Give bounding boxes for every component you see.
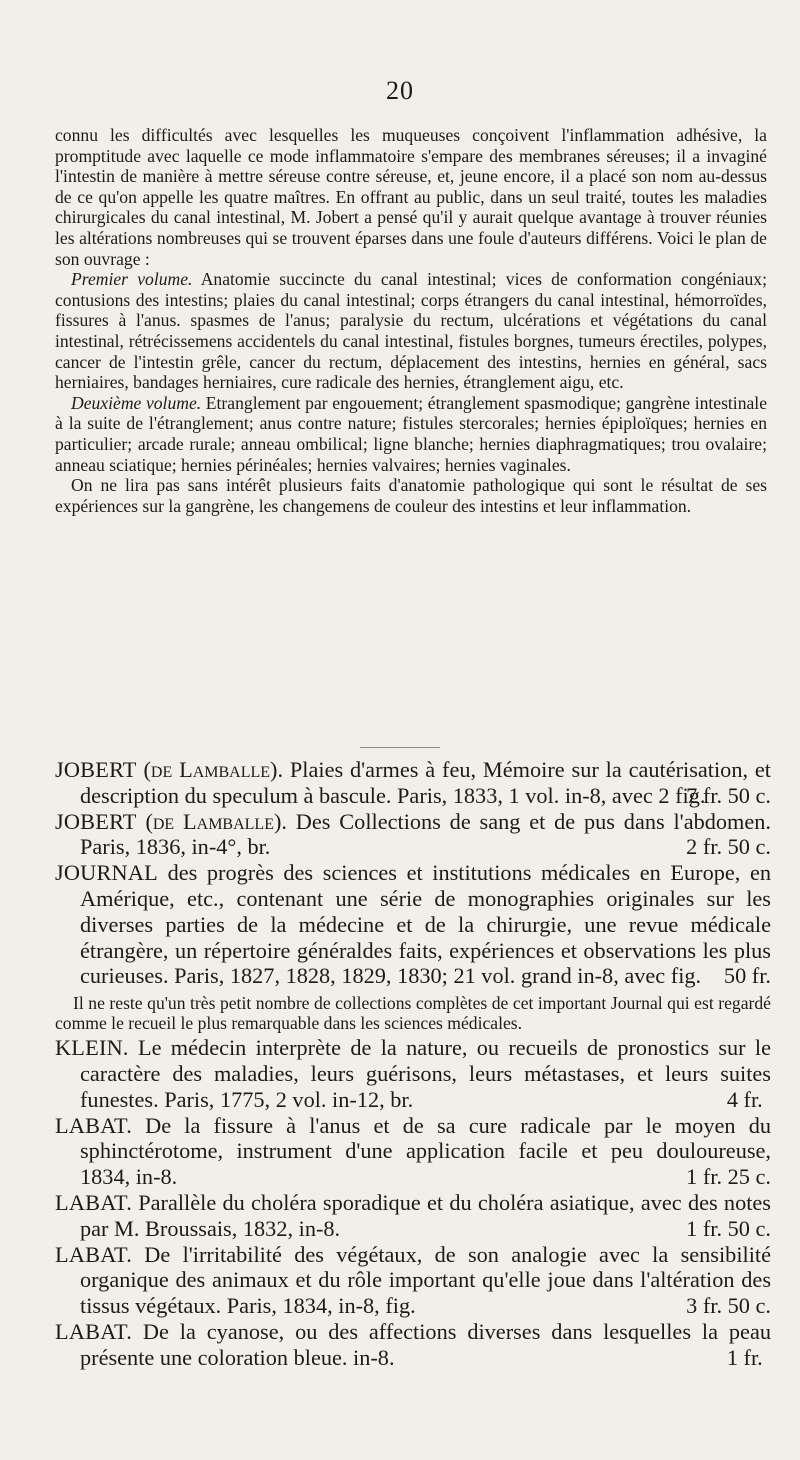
volume-one-paragraph [55,269,767,393]
intro-text [55,125,767,516]
catalog-entry [55,757,771,809]
catalog-list [55,757,771,1371]
entry-author: LABAT. [55,1241,132,1267]
entry-price: 4 fr. [726,1086,763,1112]
entry-author: KLEIN. [55,1035,129,1061]
entry-text: des progrès des sciences et institutions médicales en Europe, en Amérique, etc., contenant une série de monographies originales sur les diverses parties de la médecine et de la chirurgie, une revue médicale étrangère, un répertoire généraldes faits, expériences et observations les plus curieuses. Paris, 1827, 1828, 1829, 1830; 21 vol. grand in-8, avec fig. [80,860,771,989]
entry-text: De la fissure à l'anus et de sa cure radicale par le moyen du sphinctérotome, instrument d'une application facile et peu douloureuse, 1834, in-8. [80,1112,771,1190]
catalog-entry [55,860,771,989]
intro-paragraph: connu les difficultés avec lesquelles les muqueuses conçoivent l'inflammation adhésive, la promptitude avec laquelle ce mode inflammatoire s'empare des membranes séreuses; il a invaginé l'intestin de manière à mettre séreuse contre séreuse, et, jeune encore, il a placé son nom au-dessus de ce qu'on appelle les quatre maîtres. En offrant au public, dans un seul traité, toutes les maladies chirurgicales du canal intestinal, M. Jobert a pensé qu'il y aurait quelque avantage à trouver réunies les altérations nombreuses qui se trouvent éparses dans une foule d'auteurs différens. Voici le plan de son ouvrage : [55,125,767,269]
entry-author: LABAT. [55,1318,132,1344]
section-divider [360,747,440,748]
catalog-entry [55,1242,771,1319]
entry-price: 1 fr. 25 c. [686,1164,771,1190]
entry-qualifier: (de Lamballe). [143,757,284,782]
entry-author: LABAT. [55,1189,132,1215]
entry-text: Plaies d'armes à feu, Mémoire sur la cautérisation, et description du speculum à bascule. Paris, 1833, 1 vol. in-8, avec 2 fig. [80,757,771,808]
entry-author: JOBERT [55,808,137,834]
volume-one-text: Anatomie succincte du canal intestinal; vices de conformation congéniaux; contusions des intestins; plaies du canal intestinal; corps étrangers du canal intestinal, hémorroïdes, fissures à l'anus. spasmes de l'anus; paralysie du rectum, ulcérations et végétations du canal intestinal, rétrécissemens accidentels du canal intestinal, fistules borgnes, tumeurs érectiles, polypes, cancer de l'intestin grêle, cancer du rectum, déplacement des intestins, hernies en général, sacs herniaires, bandages herniaires, cure radicale des hernies, étranglement aigu, etc. [55,269,767,393]
entry-text: Des Collections de sang et de pus dans l'abdomen. Paris, 1836, in-4°, br. [80,808,772,860]
entry-price: 1 fr. 50 c. [686,1215,771,1241]
entry-price: 50 fr. [723,963,771,989]
volume-two-text: Etranglement par engouement; étranglement spasmodique; gangrène intestinale à la suite de l'étranglement; anus contre nature; fistules stercorales; hernies épiploïques; hernies en particulier; arcade rurale; anneau ombilical; ligne blanche; hernies diaphragmatiques; trou ovalaire; anneau sciatique; hernies périnéales; hernies valvaires; hernies vaginales. [55,392,768,475]
page-number: 20 [386,76,414,105]
entry-price: 1 fr. [726,1344,763,1370]
catalog-entry [55,1319,771,1371]
entry-text: De la cyanose, ou des affections diverses dans lesquelles la peau présente une coloration bleue. in-8. [80,1318,771,1370]
entry-text: Le médecin interprète de la nature, ou recueils de pronostics sur le caractère des maladies, leurs guérisons, leurs métastases, et leurs suites funestes. Paris, 1775, 2 vol. in-12, br. [80,1035,771,1112]
entry-qualifier: (de Lamballe). [145,808,287,834]
catalog-entry [55,1035,771,1112]
entry-text: Parallèle du choléra sporadique et du choléra asiatique, avec des notes par M. Broussais, 1832, in-8. [80,1189,771,1241]
entry-price: 3 fr. 50 c. [686,1293,771,1319]
volume-one-label: Premier volume. [71,269,193,290]
entry-note: Il ne reste qu'un très petit nombre de collections complètes de cet important Journal qui est regardé comme le recueil le plus remarquable dans les sciences médicales. [55,993,771,1034]
entry-author: JOURNAL [55,860,158,886]
entry-author: LABAT. [55,1112,132,1138]
entry-text: De l'irritabilité des végétaux, de son analogie avec la sensibilité organique des animaux et du rôle important qu'elle joue dans l'altération des tissus végétaux. Paris, 1834, in-8, fig. [80,1241,771,1319]
entry-author: JOBERT [55,757,137,782]
catalog-entry [55,1190,771,1242]
volume-two-label: Deuxième volume. [71,392,202,413]
volume-two-paragraph [55,393,767,475]
catalog-entry [55,809,771,861]
closing-paragraph: On ne lira pas sans intérêt plusieurs faits d'anatomie pathologique qui sont le résultat de ses expériences sur la gangrène, les changemens de couleur des intestins et leur inflammation. [55,475,767,516]
entry-price: 7 fr. 50 c. [686,782,771,808]
entry-price: 2 fr. 50 c. [686,834,771,860]
catalog-entry [55,1113,771,1190]
